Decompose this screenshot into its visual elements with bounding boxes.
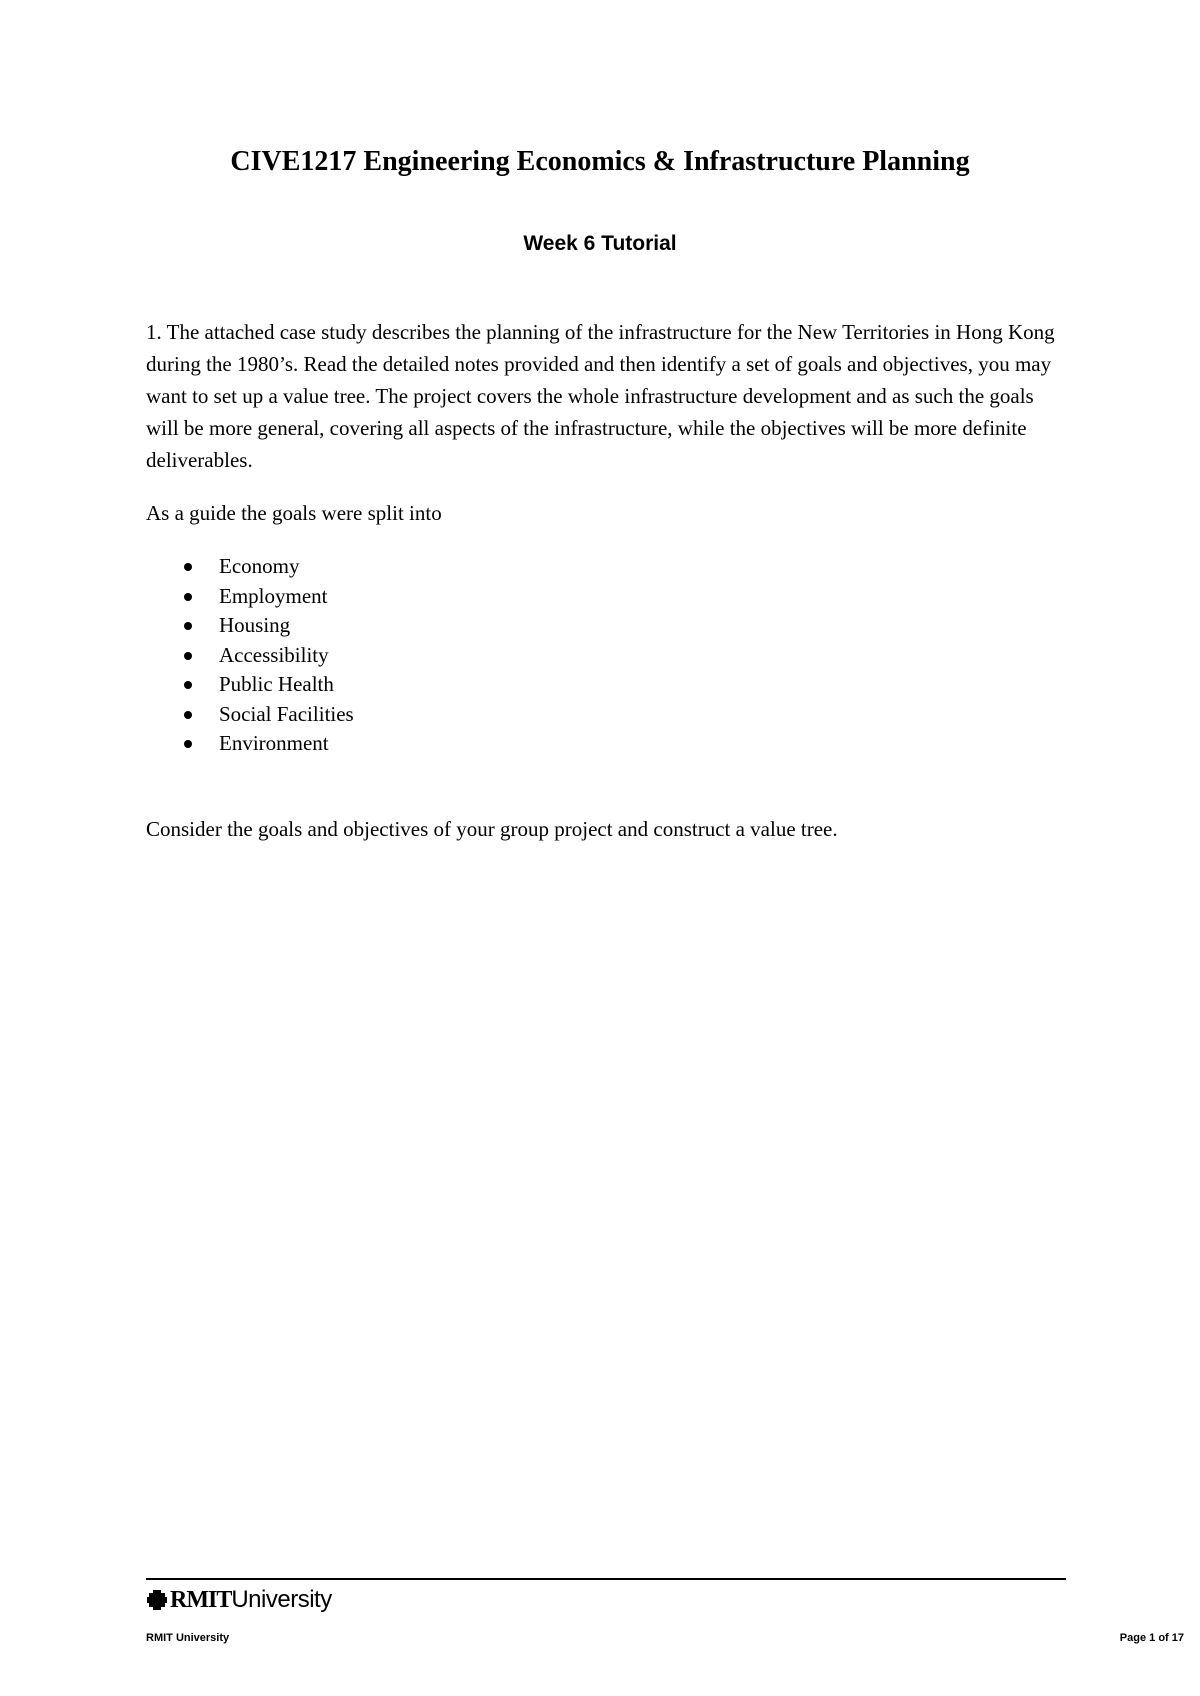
bullet-dot-icon (184, 622, 192, 630)
bullet-dot-icon (184, 711, 192, 719)
list-item (146, 582, 354, 612)
list-item (146, 641, 354, 671)
goals-list (146, 552, 354, 759)
logo-wordmark-light: University (231, 1586, 332, 1613)
footer-divider (146, 1578, 1066, 1580)
bullet-dot-icon (184, 740, 192, 748)
bullet-dot-icon (184, 593, 192, 601)
list-item (146, 700, 354, 730)
rmit-university-logo (146, 1585, 332, 1615)
goal-label: Housing (219, 613, 291, 637)
logo-wordmark-bold: RMIT (170, 1586, 232, 1613)
list-item (146, 729, 354, 759)
document-title: CIVE1217 Engineering Economics & Infrastructure Planning (230, 146, 970, 177)
bullet-dot-icon (184, 652, 192, 660)
bullet-dot-icon (184, 563, 192, 571)
footer-page-number: Page 1 of 17 (1119, 1632, 1184, 1644)
goal-label: Accessibility (219, 642, 329, 667)
goal-label: Employment (219, 583, 328, 608)
list-item (146, 552, 354, 582)
goal-label: Social Facilities (219, 701, 354, 726)
list-item (146, 670, 354, 700)
goal-label: Economy (219, 554, 300, 578)
goal-label: Environment (219, 731, 329, 755)
document-subtitle: Week 6 Tutorial (523, 232, 677, 255)
closing-instruction-text: Consider the goals and objectives of your group project and construct a value tree. (146, 817, 838, 841)
footer-institution-label: RMIT University (146, 1632, 230, 1644)
goal-label: Public Health (219, 672, 334, 696)
rmit-pixel-logo-icon (146, 1590, 168, 1610)
guide-intro-text: As a guide the goals were split into (146, 501, 442, 525)
question-1-text: 1. The attached case study describes the planning of the infrastructure for the New Territories in Hong Kong during the 1980’s. Read the detailed notes provided and then identify a set of goals and objectives, you may want to set up a value tree. The project covers the whole infrastructure development and as such the goals will be more general, covering all aspects of the infrastructure, while the objectives will be more definite deliverables. (146, 320, 1055, 472)
list-item (146, 611, 354, 641)
bullet-dot-icon (184, 681, 192, 689)
